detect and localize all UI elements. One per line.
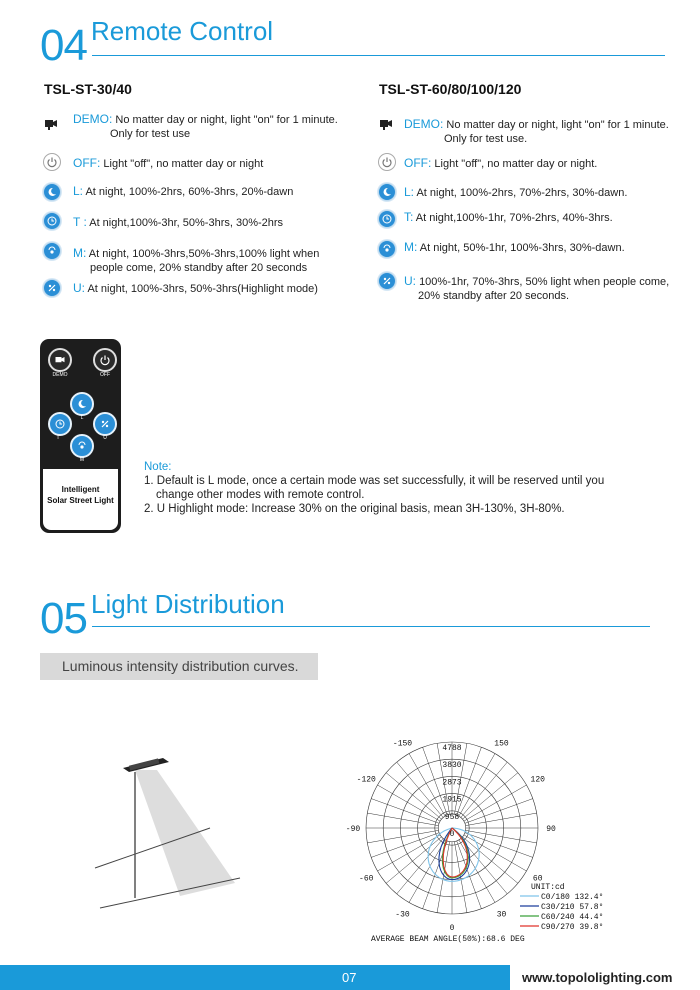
u-text-2: 20% standby after 20 seconds.: [418, 290, 570, 302]
remote-caption-1: Intelligent: [61, 485, 100, 494]
u-key: U:: [73, 281, 85, 295]
demo-text: No matter day or night, light "on" for 1 minute.: [115, 114, 338, 126]
m-text-2: people come, 20% standby after 20 seconds: [90, 262, 308, 274]
u-text: 100%-1hr, 70%-3hrs, 50% light when people come,: [419, 276, 670, 288]
clock-icon: [378, 210, 396, 228]
section-rule: [92, 626, 650, 627]
off-item-left: [73, 156, 263, 171]
note-block: [144, 460, 604, 516]
u-key: U:: [404, 274, 416, 288]
off-item-right: [404, 156, 597, 171]
street-light-illustration: [85, 748, 245, 908]
remote-off-button[interactable]: [93, 348, 117, 372]
m-key: M:: [73, 246, 87, 260]
remote-u-button[interactable]: [93, 412, 117, 436]
remote-demo-button[interactable]: [48, 348, 72, 372]
angle-label: 150: [494, 739, 509, 749]
remote-label-panel: [43, 469, 118, 530]
t-text: At night,100%-1hr, 70%-2hrs, 40%-3hrs.: [415, 212, 613, 224]
l-key: L:: [73, 184, 84, 198]
l-key: L:: [404, 185, 415, 199]
off-text: Light "off", no matter day or night: [103, 158, 264, 170]
section-title: Light Distribution: [91, 589, 285, 619]
radial-tick-label: 958: [444, 812, 460, 822]
power-icon: [43, 153, 61, 171]
remote-m-label: M: [79, 457, 85, 463]
m-key: M:: [404, 240, 418, 254]
radial-tick-label: 1915: [442, 795, 462, 805]
radial-tick-label: 3830: [442, 761, 462, 771]
off-text: Light "off", no matter day or night.: [434, 158, 598, 170]
polar-legend: [520, 893, 603, 932]
camera-icon: [43, 116, 59, 132]
clock-icon: [43, 212, 61, 230]
angle-label: 0: [449, 924, 455, 933]
t-item-right: [404, 210, 613, 225]
note-line-1: 1. Default is L mode, once a certain mode was set successfully, it will be reserved until you: [144, 475, 605, 487]
website-url[interactable]: www.topololighting.com: [522, 970, 673, 985]
legend-label: C90/270 39.8°: [541, 923, 604, 932]
legend-label: C30/210 57.8°: [541, 903, 604, 912]
model-title-left: TSL-ST-30/40: [44, 81, 132, 97]
demo-key: DEMO:: [404, 117, 444, 131]
angle-label: 90: [546, 825, 556, 834]
angle-label: 60: [532, 874, 543, 884]
angle-label: 120: [530, 775, 545, 785]
angle-label: -90: [345, 825, 361, 834]
m-item-left: [73, 246, 319, 275]
m-text: At night, 50%-1hr, 100%-3hrs, 30%-dawn.: [419, 242, 625, 254]
power-icon: [378, 153, 396, 171]
section-title: Remote Control: [91, 16, 274, 46]
angle-label: -60: [359, 874, 374, 884]
highlight-icon: [378, 272, 396, 290]
section-number: 04: [40, 21, 87, 70]
demo-text: No matter day or night, light "on" for 1 minute.: [446, 119, 669, 131]
angle-label: -150: [392, 739, 413, 749]
highlight-icon: [43, 279, 61, 297]
note-line-2: 2. U Highlight mode: Increase 30% on the original basis, mean 3H-130%, 3H-80%.: [144, 503, 565, 515]
polar-labels: [346, 739, 556, 933]
t-key: T:: [404, 210, 414, 224]
remote-t-label: T: [56, 435, 60, 441]
remote-control: [40, 339, 121, 533]
remote-off-label: OFF: [100, 372, 110, 378]
u-text: At night, 100%-3hrs, 50%-3hrs(Highlight mode): [87, 283, 318, 295]
demo-text-2: Only for test use: [110, 128, 191, 140]
demo-key: DEMO:: [73, 112, 113, 126]
camera-icon: [378, 116, 394, 132]
remote-m-button[interactable]: [70, 434, 94, 458]
angle-label: -30: [395, 910, 410, 920]
footer-bar: [0, 965, 700, 990]
u-item-left: [73, 281, 318, 296]
demo-item-left: [73, 112, 338, 141]
angle-label: 30: [496, 910, 507, 920]
angle-label: -120: [356, 775, 376, 785]
l-text: At night, 100%-2hrs, 70%-2hrs, 30%-dawn.: [416, 187, 628, 199]
t-item-left: [73, 215, 283, 230]
remote-l-label: L: [80, 415, 84, 421]
t-key: T :: [73, 215, 87, 229]
moon-icon: [43, 183, 61, 201]
beam-angle-label: AVERAGE BEAM ANGLE(50%):68.6 DEG: [371, 935, 525, 944]
remote-caption-2: Solar Street Light: [47, 496, 114, 505]
demo-item-right: [404, 117, 669, 146]
off-key: OFF:: [404, 156, 432, 170]
note-title: Note:: [144, 461, 172, 473]
demo-text-2: Only for test use.: [444, 133, 528, 145]
legend-label: C60/240 44.4°: [541, 913, 604, 922]
curves-label: Luminous intensity distribution curves.: [40, 653, 318, 680]
legend-label: C0/180 132.4°: [541, 893, 604, 902]
note-line-1b: change other modes with remote control.: [156, 489, 365, 501]
m-item-right: [404, 240, 625, 255]
polar-distribution-chart: [345, 730, 650, 950]
unit-label: UNIT:cd: [531, 883, 565, 892]
radial-tick-label: 0: [449, 830, 455, 839]
t-text: At night,100%-3hr, 50%-3hrs, 30%-2hrs: [89, 217, 284, 229]
remote-l-button[interactable]: [70, 392, 94, 416]
section-rule: [92, 55, 665, 56]
radial-tick-label: 2873: [442, 778, 462, 788]
remote-u-label: U: [103, 435, 107, 441]
radial-tick-label: 4788: [442, 744, 462, 753]
m-text: At night, 100%-3hrs,50%-3hrs,100% light when: [88, 248, 320, 260]
l-item-right: [404, 185, 627, 200]
section-number: 05: [40, 594, 87, 643]
moon-icon: [378, 183, 396, 201]
motion-sensor-icon: [378, 240, 396, 258]
url-panel: [510, 965, 700, 990]
remote-demo-label: DEMO: [52, 372, 68, 378]
remote-t-button[interactable]: [48, 412, 72, 436]
page-number: 07: [342, 970, 357, 985]
off-key: OFF:: [73, 156, 101, 170]
l-item-left: [73, 184, 293, 199]
model-title-right: TSL-ST-60/80/100/120: [379, 81, 522, 97]
motion-sensor-icon: [43, 242, 61, 260]
u-item-right: [404, 274, 669, 303]
l-text: At night, 100%-2hrs, 60%-3hrs, 20%-dawn: [85, 186, 294, 198]
